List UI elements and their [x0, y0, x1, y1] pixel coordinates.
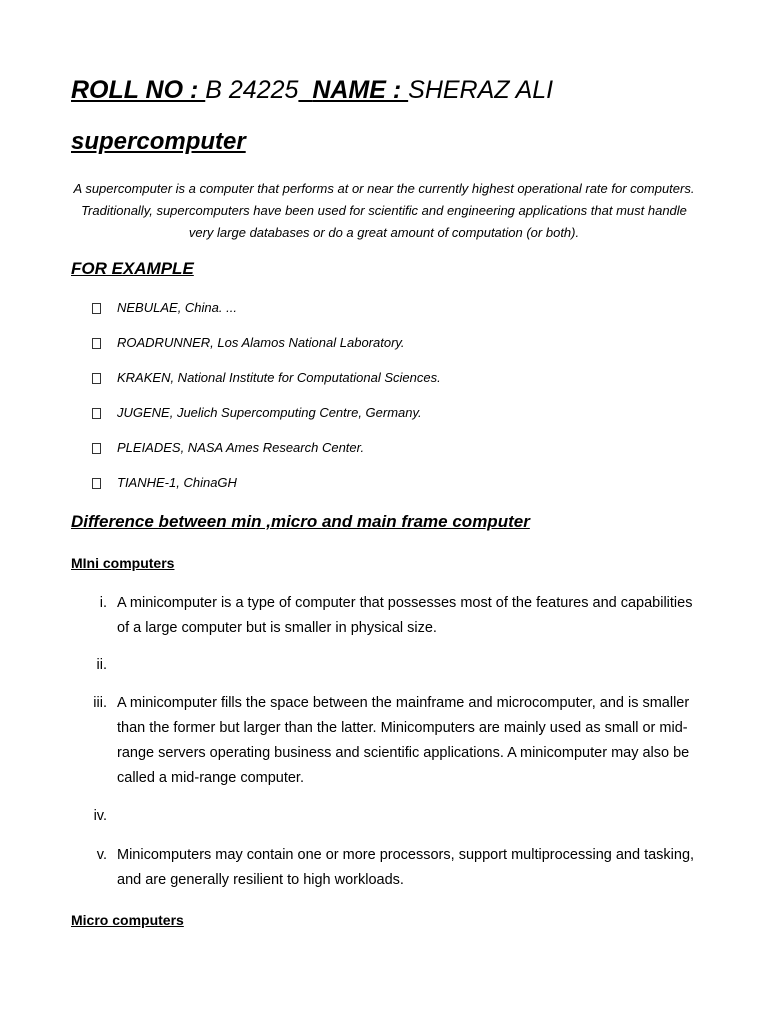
micro-computers-heading: Micro computers — [71, 912, 184, 928]
page-title: supercomputer — [71, 128, 246, 155]
list-item-text: Minicomputers may contain one or more processors, support multiprocessing and tasking, and are generally resilient to high workloads. — [117, 847, 695, 888]
mini-computers-heading: MIni computers — [71, 555, 175, 571]
missing-glyph-bullet-icon — [92, 443, 101, 454]
missing-glyph-bullet-icon — [92, 478, 101, 489]
missing-glyph-bullet-icon — [92, 338, 101, 349]
missing-glyph-bullet-icon — [92, 373, 101, 384]
list-item — [92, 335, 441, 370]
list-item — [80, 653, 700, 678]
roll-number-value: B 24225 — [205, 76, 299, 104]
list-item-text: A minicomputer is a type of computer that possesses most of the features and capabilities of a large computer but is smaller in physical size. — [117, 595, 693, 636]
list-item — [92, 405, 441, 440]
list-item — [80, 691, 700, 791]
list-item-text: KRAKEN, National Institute for Computational Sciences. — [117, 370, 441, 385]
intro-paragraph: A supercomputer is a computer that performs at or near the currently highest operational rate for computers. Traditionally, supercomputers have been used for scientific and engineering applications that must handle very large databases or do a great amount of computation (or both). — [73, 181, 695, 240]
list-item — [92, 370, 441, 405]
list-item — [92, 440, 441, 475]
list-item — [80, 843, 700, 893]
header-spacer — [298, 76, 312, 104]
list-item-text: A minicomputer fills the space between the mainframe and microcomputer, and is smaller than the former but larger than the latter. Minicomputers are mainly used as small or mid-range servers operating business and scientific applications. A minicomputer may also be called a mid-range computer. — [117, 695, 690, 786]
list-item-text: TIANHE-1, ChinaGH — [117, 475, 237, 490]
examples-heading: FOR EXAMPLE — [71, 259, 194, 278]
list-item — [80, 591, 700, 641]
list-item — [80, 804, 700, 829]
list-item-text: JUGENE, Juelich Supercomputing Centre, Germany. — [117, 405, 422, 420]
mini-computers-list — [80, 591, 700, 893]
list-item-text: PLEIADES, NASA Ames Research Center. — [117, 440, 365, 455]
list-item-number: ii. — [96, 657, 107, 673]
list-item-number: v. — [96, 847, 107, 863]
list-item — [92, 300, 441, 335]
list-item-text: NEBULAE, China. ... — [117, 300, 237, 315]
list-item-number: iii. — [93, 695, 107, 711]
missing-glyph-bullet-icon — [92, 408, 101, 419]
roll-number-label: ROLL NO : — [71, 76, 206, 104]
difference-heading: Difference between min ,micro and main frame computer — [71, 512, 530, 531]
missing-glyph-bullet-icon — [92, 303, 101, 314]
examples-list — [92, 300, 441, 510]
name-value: SHERAZ ALI — [408, 76, 554, 104]
list-item — [92, 475, 441, 510]
list-item-number: i. — [99, 595, 107, 611]
list-item-number: iv. — [93, 808, 107, 824]
list-item-text: ROADRUNNER, Los Alamos National Laboratory. — [117, 335, 405, 350]
name-label: NAME : — [312, 76, 409, 104]
header-line — [71, 76, 553, 105]
